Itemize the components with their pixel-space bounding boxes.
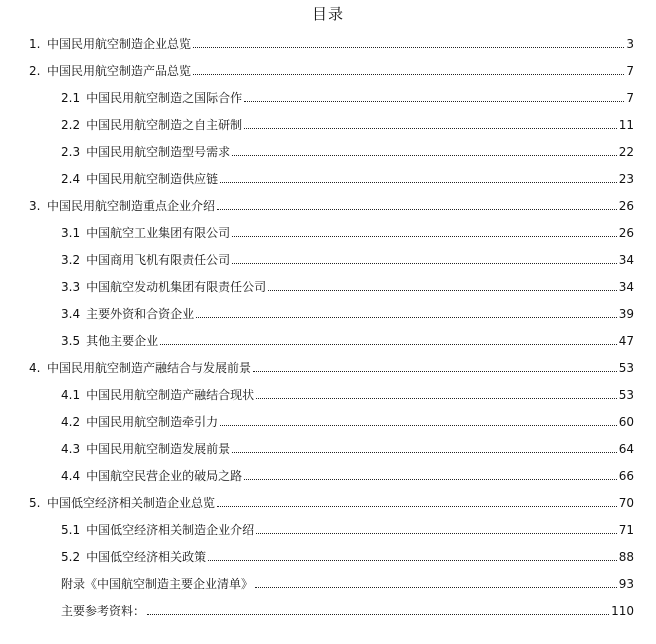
toc-section-entry[interactable] (0, 51, 656, 78)
toc-subsection-entry[interactable] (0, 402, 656, 429)
toc-section-entry[interactable] (0, 483, 656, 510)
toc-subsection-entry[interactable] (0, 78, 656, 105)
toc-entry-page-number: 26 (618, 199, 634, 213)
dot-leader (193, 73, 624, 75)
toc-entry-page-number: 23 (618, 172, 634, 186)
toc-entry-number: 3.1 (61, 226, 81, 240)
toc-entry-label: 中国民用航空制造产融结合与发展前景 (47, 361, 252, 375)
toc-entry-page-number: 88 (618, 550, 634, 564)
toc-entry-number: 4.4 (61, 469, 81, 483)
toc-entry-label: 中国低空经济相关制造企业总览 (47, 496, 216, 510)
dot-leader (220, 424, 617, 426)
toc-entry-label: 中国航空发动机集团有限责任公司 (86, 280, 267, 294)
toc-entry-page-number: 11 (618, 118, 634, 132)
dot-leader (232, 451, 617, 453)
toc-subsection-entry[interactable] (0, 267, 656, 294)
toc-entry-number: 3.2 (61, 253, 81, 267)
dot-leader (232, 154, 617, 156)
dot-leader (253, 370, 617, 372)
dot-leader (160, 343, 617, 345)
toc-subsection-entry[interactable] (0, 429, 656, 456)
toc-section-entry[interactable] (0, 24, 656, 51)
toc-entry-number: 3.5 (61, 334, 81, 348)
toc-entry-label: 中国航空工业集团有限公司 (86, 226, 231, 240)
toc-entry-page-number: 7 (626, 91, 634, 105)
dot-leader (255, 586, 617, 588)
toc-entry-label: 附录《中国航空制造主要企业清单》 (61, 577, 254, 591)
dot-leader (196, 316, 617, 318)
toc-entry-page-number: 93 (618, 577, 634, 591)
toc-entry-page-number: 3 (626, 37, 634, 51)
toc-entry-label: 中国商用飞机有限责任公司 (86, 253, 231, 267)
dot-leader (256, 397, 617, 399)
toc-entry-number: 5. (29, 496, 41, 510)
toc-entry-page-number: 110 (611, 604, 634, 618)
toc-entry-number: 5.2 (61, 550, 81, 564)
toc-entry-page-number: 26 (618, 226, 634, 240)
toc-entry-page-number: 7 (626, 64, 634, 78)
toc-entry-page-number: 47 (618, 334, 634, 348)
toc-entry-label: 中国民用航空制造产融结合现状 (86, 388, 255, 402)
dot-leader (244, 127, 617, 129)
toc-appendix-entry[interactable] (0, 591, 656, 618)
toc-entry-number: 4.1 (61, 388, 81, 402)
toc-entry-number: 4. (29, 361, 41, 375)
dot-leader (220, 181, 617, 183)
toc-subsection-entry[interactable] (0, 159, 656, 186)
toc-entry-number: 2. (29, 64, 41, 78)
toc-subsection-entry[interactable] (0, 105, 656, 132)
toc-entry-label: 中国民用航空制造发展前景 (86, 442, 231, 456)
toc-entry-number: 3.4 (61, 307, 81, 321)
toc-subsection-entry[interactable] (0, 240, 656, 267)
dot-leader (232, 262, 617, 264)
dot-leader (208, 559, 617, 561)
toc-entry-label: 中国低空经济相关政策 (86, 550, 207, 564)
toc-entry-number: 4.2 (61, 415, 81, 429)
toc-entry-label: 中国民用航空制造产品总览 (47, 64, 192, 78)
dot-leader (268, 289, 617, 291)
toc-subsection-entry[interactable] (0, 132, 656, 159)
toc-entry-page-number: 66 (618, 469, 634, 483)
toc-subsection-entry[interactable] (0, 294, 656, 321)
toc-entry-label: 中国民用航空制造供应链 (86, 172, 219, 186)
toc-entry-label: 中国航空民营企业的破局之路 (86, 469, 243, 483)
toc-entry-number: 3.3 (61, 280, 81, 294)
toc-subsection-entry[interactable] (0, 375, 656, 402)
toc-section-entry[interactable] (0, 186, 656, 213)
toc-entry-number: 2.1 (61, 91, 81, 105)
dot-leader (193, 46, 624, 48)
toc-entry-page-number: 70 (618, 496, 634, 510)
toc-subsection-entry[interactable] (0, 456, 656, 483)
toc-entry-label: 中国民用航空制造之自主研制 (86, 118, 243, 132)
toc-subsection-entry[interactable] (0, 321, 656, 348)
toc-subsection-entry[interactable] (0, 537, 656, 564)
toc-entry-page-number: 60 (618, 415, 634, 429)
toc-subsection-entry[interactable] (0, 510, 656, 537)
toc-entry-label: 中国民用航空制造牵引力 (86, 415, 219, 429)
toc-entry-label: 主要参考资料： (61, 604, 146, 618)
toc-entry-page-number: 53 (618, 361, 634, 375)
toc-title: 目录 (311, 5, 344, 23)
dot-leader (256, 532, 617, 534)
toc-entry-label: 中国民用航空制造重点企业介绍 (47, 199, 216, 213)
dot-leader (244, 100, 624, 102)
dot-leader (147, 613, 609, 615)
toc-entry-label: 中国民用航空制造型号需求 (86, 145, 231, 159)
toc-entry-number: 3. (29, 199, 41, 213)
toc-subsection-entry[interactable] (0, 213, 656, 240)
toc-section-entry[interactable] (0, 348, 656, 375)
toc-entry-number: 2.3 (61, 145, 81, 159)
toc-entry-label: 中国低空经济相关制造企业介绍 (86, 523, 255, 537)
toc-entry-label: 中国民用航空制造企业总览 (47, 37, 192, 51)
toc-entry-page-number: 34 (618, 280, 634, 294)
toc-entry-number: 1. (29, 37, 41, 51)
toc-entry-number: 5.1 (61, 523, 81, 537)
toc-entry-label: 其他主要企业 (86, 334, 159, 348)
toc-entry-page-number: 39 (618, 307, 634, 321)
toc-appendix-entry[interactable] (0, 564, 656, 591)
dot-leader (217, 208, 617, 210)
toc-entry-page-number: 64 (618, 442, 634, 456)
toc-entry-page-number: 53 (618, 388, 634, 402)
toc-entry-number: 4.3 (61, 442, 81, 456)
toc-entry-number: 2.4 (61, 172, 81, 186)
toc-entry-page-number: 71 (618, 523, 634, 537)
toc-entry-label: 主要外资和合资企业 (86, 307, 195, 321)
toc-entry-page-number: 22 (618, 145, 634, 159)
dot-leader (232, 235, 617, 237)
dot-leader (217, 505, 617, 507)
toc-entry-number: 2.2 (61, 118, 81, 132)
toc-entry-page-number: 34 (618, 253, 634, 267)
dot-leader (244, 478, 617, 480)
toc-list (0, 24, 656, 618)
toc-entry-label: 中国民用航空制造之国际合作 (86, 91, 243, 105)
